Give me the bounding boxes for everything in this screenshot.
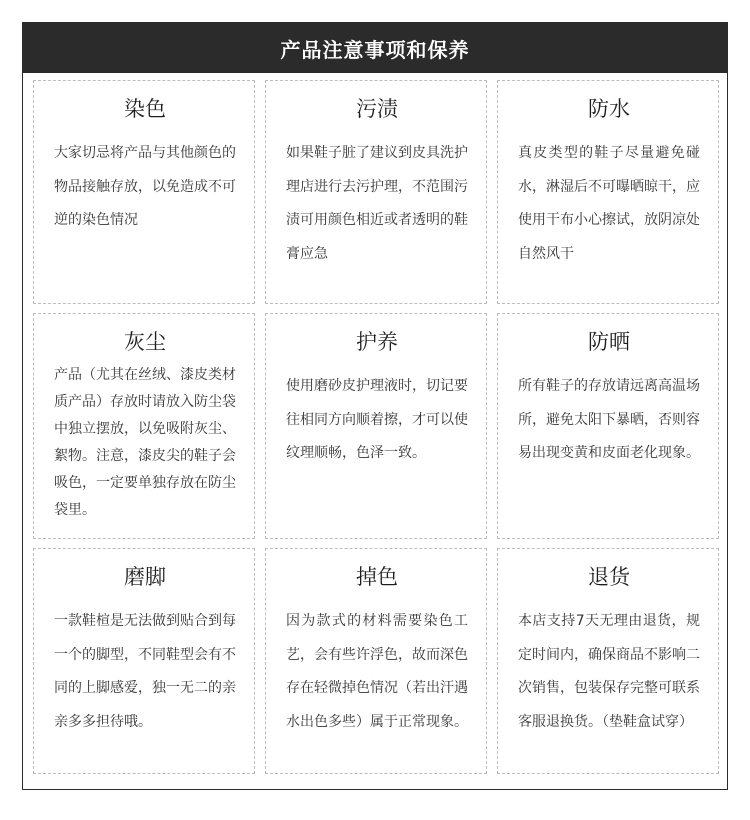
- card-body: 使用磨砂皮护理液时，切记要往相同方向顺着擦，才可以使纹理顺畅，色泽一致。: [286, 378, 468, 461]
- card-title: 掉色: [356, 565, 398, 589]
- card-title: 磨脚: [124, 565, 166, 589]
- card-dust: [33, 313, 255, 539]
- card-body: 所有鞋子的存放请远离高温场所，避免太阳下暴晒，否则容易出现变黄和皮面老化现象。: [518, 378, 700, 461]
- page-title: 产品注意事项和保养: [23, 23, 727, 73]
- card-returns: [497, 548, 719, 774]
- card-maintenance: [265, 313, 487, 539]
- card-title: 防水: [588, 97, 630, 121]
- card-title: 护养: [356, 330, 398, 354]
- card-body: 因为款式的材料需要染色工艺，会有些许浮色，故而深色存在轻微掉色情况（若出汗遇水出色多些）属于正常现象。: [286, 613, 468, 730]
- card-sun-protection: [497, 313, 719, 539]
- card-title: 染色: [124, 97, 166, 121]
- card-body: 产品（尤其在丝绒、漆皮类材质产品）存放时请放入防尘袋中独立摆放，以免吸附灰尘、絮物。注意，漆皮尖的鞋子会吸色，一定要单独存放在防尘袋里。: [54, 367, 236, 518]
- card-body: 如果鞋子脏了建议到皮具洗护理店进行去污护理，不范围污渍可用颜色相近或者透明的鞋膏应急: [286, 145, 468, 262]
- card-body: 大家切忌将产品与其他颜色的物品接触存放，以免造成不可逆的染色情况: [54, 145, 236, 228]
- card-body: 本店支持7天无理由退货，规定时间内，确保商品不影响二次销售，包装保存完整可联系客服退换货。（垫鞋盒试穿）: [518, 613, 700, 730]
- card-foot-rubbing: [33, 548, 255, 774]
- care-grid: [33, 80, 719, 774]
- card-body: 一款鞋楦是无法做到贴合到每一个的脚型，不同鞋型会有不同的上脚感爱，独一无二的亲亲多多担待哦。: [54, 613, 236, 730]
- card-stains: [265, 80, 487, 304]
- card-color-fading: [265, 548, 487, 774]
- care-instructions-panel: [22, 22, 728, 790]
- card-body: 真皮类型的鞋子尽量避免碰水，淋湿后不可曝晒晾干，应使用干布小心擦试，放阴凉处自然风干: [518, 145, 700, 262]
- card-title: 污渍: [356, 97, 398, 121]
- card-title: 防晒: [588, 330, 630, 354]
- card-title: 退货: [588, 565, 630, 589]
- card-waterproof: [497, 80, 719, 304]
- card-title: 灰尘: [124, 330, 166, 354]
- card-dyeing: [33, 80, 255, 304]
